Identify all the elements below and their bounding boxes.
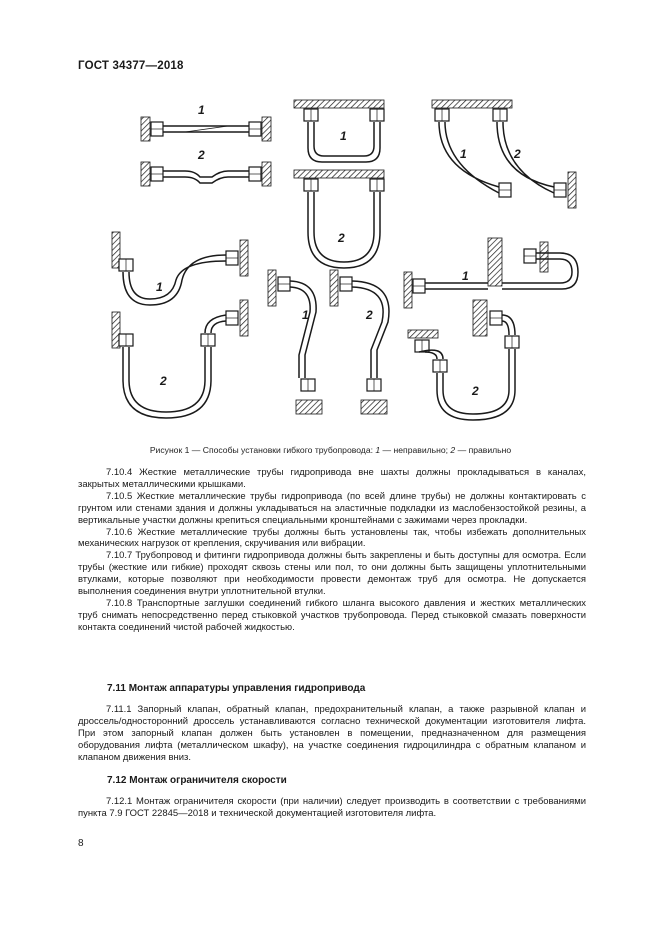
caption-prefix: Рисунок 1 — Способы установки гибкого трубопровода: bbox=[149, 445, 376, 455]
wall-hatch bbox=[294, 170, 384, 178]
wall-hatch bbox=[361, 400, 387, 414]
hose-right bbox=[123, 315, 226, 418]
wall-hatch bbox=[408, 330, 438, 338]
paragraph-7-10-4: 7.10.4 Жесткие металлические трубы гидропривода вне шахты должны прокладываться в каналах, закрытых металлическими крышками. bbox=[78, 467, 586, 490]
wall-hatch bbox=[268, 270, 276, 306]
paragraph-7-10-7: 7.10.7 Трубопровод и фитинги гидропривода должны быть закреплены и быть доступны для осмотра. Если трубы (жесткие или гибкие) проходят сквозь стены или пол, то они должны быть защищены уплотнительными втулками, которые позволяют при необходимости провести демонтаж труб для осмотра. Не допускается выполнения соединения внутри уплотнительной втулки. bbox=[78, 550, 586, 598]
paragraph-7-10-5: 7.10.5 Жесткие металлические трубы гидропривода (по всей длине трубы) не должны контактировать с грунтом или стенами здания и должны укладываться на эластичные подкладки из маслобензостойкой резины, а вертикальные участки должны крепиться специальными кронштейнами с зажимами через прокладки. bbox=[78, 490, 586, 526]
wall-hatch bbox=[296, 400, 322, 414]
wall-hatch bbox=[141, 162, 150, 186]
wall-hatch bbox=[240, 300, 248, 336]
paragraph-block-7-12 bbox=[78, 796, 586, 820]
paragraph-7-11-1: 7.11.1 Запорный клапан, обратный клапан, предохранительный клапан, а также разрывной клапан и дроссель/односторонний дроссель устанавливаются согласно технической документации изготовителя лифта. При этом запорный клапан должен быть установлен в помещении, предназначенном для размещения оборудования лифта (металлическом шкафу), на участке соединения гидроцилиндра с обратным клапаном и клапаном движения вниз. bbox=[78, 704, 586, 763]
figure-caption bbox=[0, 445, 661, 455]
paragraph-7-12-1: 7.12.1 Монтаж ограничителя скорости (при наличии) следует производить в соответствии с требованиями пункта 7.9 ГОСТ 22845—2018 и технической документацией изготовителя лифта. bbox=[78, 796, 586, 819]
paragraph-7-10-8: 7.10.8 Транспортные заглушки соединений гибкого шланга высокого давления и жестких металлических труб снимать непосредственно перед стыковкой участков трубопровода. Перед стыковкой смазать поверхности контакта соединений чистой рабочей жидкостью. bbox=[78, 597, 586, 633]
label-2: 2 bbox=[338, 231, 345, 245]
page-number: 8 bbox=[78, 838, 84, 849]
wall-hatch bbox=[240, 240, 248, 276]
label-1: 1 bbox=[198, 103, 205, 117]
hose-right bbox=[497, 122, 554, 193]
section-heading-7-12: 7.12 Монтаж ограничителя скорости bbox=[107, 775, 287, 786]
figure-panel-u-vertical bbox=[294, 100, 384, 268]
document-header: ГОСТ 34377—2018 bbox=[78, 60, 184, 72]
wall-hatch bbox=[262, 117, 271, 141]
wall-hatch bbox=[432, 100, 512, 108]
figure-panel-floor bbox=[268, 270, 389, 414]
figure-panel-long-run bbox=[404, 238, 578, 420]
hose-right bbox=[352, 281, 389, 378]
hose-right bbox=[308, 192, 380, 268]
paragraph-block-7-11 bbox=[78, 704, 586, 764]
wall-hatch bbox=[294, 100, 384, 108]
label-1: 1 bbox=[462, 269, 469, 283]
label-2: 2 bbox=[366, 308, 373, 322]
hose-wrong bbox=[439, 122, 499, 193]
label-2: 2 bbox=[472, 384, 479, 398]
wall-hatch bbox=[141, 117, 150, 141]
label-2: 2 bbox=[160, 374, 167, 388]
wall-hatch bbox=[540, 242, 548, 272]
label-1: 1 bbox=[460, 147, 467, 161]
paragraph-block-7-10 bbox=[78, 467, 586, 634]
caption-num-1: 1 bbox=[375, 445, 381, 455]
label-1: 1 bbox=[302, 308, 309, 322]
wall-hatch bbox=[473, 300, 487, 336]
pipe-installation-figure bbox=[0, 0, 661, 440]
label-1: 1 bbox=[340, 129, 347, 143]
wall-hatch bbox=[330, 270, 338, 306]
caption-num-2: 2 bbox=[450, 445, 456, 455]
figure-panel-straight bbox=[141, 103, 271, 186]
wall-hatch bbox=[262, 162, 271, 186]
caption-text-1: — неправильно; bbox=[380, 445, 451, 455]
hose-wrong bbox=[123, 255, 226, 305]
paragraph-7-10-6: 7.10.6 Жесткие металлические трубы должны быть установлены так, чтобы избежать дополнительных механических нагрузок от крепления, скручивания или вибрации. bbox=[78, 526, 586, 550]
wall-hatch bbox=[568, 172, 576, 208]
section-heading-7-11: 7.11 Монтаж аппаратуры управления гидропривода bbox=[107, 683, 366, 694]
figure-panel-corner bbox=[432, 100, 576, 208]
wall-hatch bbox=[488, 238, 502, 286]
wall-hatch bbox=[404, 272, 412, 308]
hose-right bbox=[163, 171, 249, 183]
label-1: 1 bbox=[156, 280, 163, 294]
label-2: 2 bbox=[198, 148, 205, 162]
label-2: 2 bbox=[514, 147, 521, 161]
caption-text-2: — правильно bbox=[455, 445, 512, 455]
hose-wrong bbox=[290, 281, 316, 378]
figure-panel-wall-u bbox=[112, 232, 248, 418]
